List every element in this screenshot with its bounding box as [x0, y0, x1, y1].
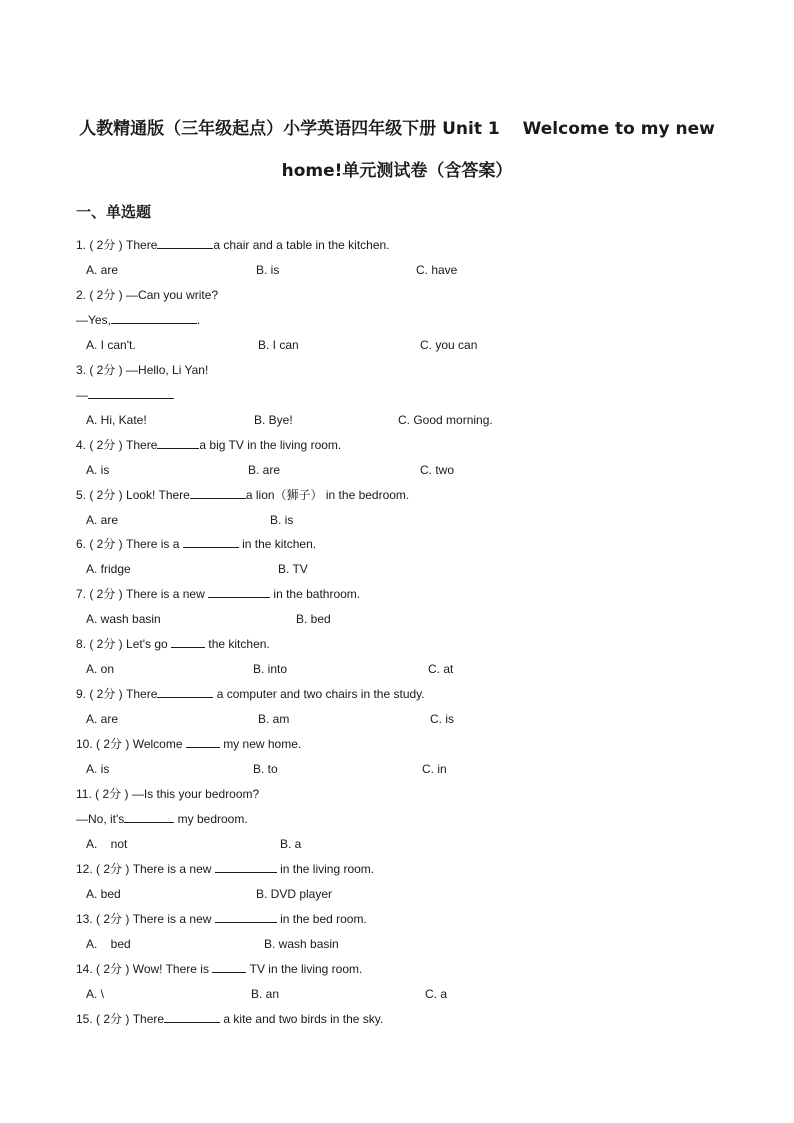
question-text-post: in the bed room. [280, 912, 367, 926]
question-number: 7. ( 2分 ) [76, 587, 123, 601]
question-text-post: in the bathroom. [273, 587, 361, 601]
question-2-response [76, 311, 200, 329]
question-4 [76, 436, 341, 454]
option-a: A. not [86, 837, 128, 851]
question-number: 11. ( 2分 ) [76, 787, 129, 801]
option-b: B. into [253, 662, 288, 676]
question-number: 10. ( 2分 ) [76, 737, 130, 751]
question-number: 15. ( 2分 ) [76, 1012, 130, 1026]
option-b: B. wash basin [264, 937, 339, 951]
option-b: B. are [248, 463, 281, 477]
question-text-pre: There [126, 438, 158, 452]
answer-blank [88, 386, 174, 399]
option-a: A. are [86, 513, 119, 527]
question-14 [76, 960, 362, 978]
option-a: A. are [86, 263, 119, 277]
response-text-post: my bedroom. [177, 812, 248, 826]
question-15 [76, 1010, 383, 1028]
option-a: A. is [86, 762, 110, 776]
option-b: B. to [253, 762, 278, 776]
option-a: A. wash basin [86, 612, 161, 626]
option-b: B. am [258, 712, 290, 726]
question-text-post: a lion（狮子） in the bedroom. [245, 488, 410, 502]
option-b: B. an [251, 987, 280, 1001]
document-title-line-2: home!单元测试卷（含答案） [281, 161, 513, 181]
option-b: B. TV [278, 562, 308, 576]
option-b: B. DVD player [256, 887, 333, 901]
question-10 [76, 735, 301, 753]
question-text-pre: There [126, 687, 158, 701]
question-text-post: a chair and a table in the kitchen. [213, 238, 390, 252]
question-text-pre: There is a new [132, 912, 212, 926]
option-b: B. I can [258, 338, 299, 352]
option-a: A. fridge [86, 562, 131, 576]
option-a: A. \ [86, 987, 105, 1001]
question-text-pre: There [126, 238, 158, 252]
option-c: C. two [420, 463, 455, 477]
option-c: C. Good morning. [398, 413, 493, 427]
answer-blank [212, 960, 246, 973]
question-text-pre: Let's go [126, 637, 168, 651]
question-number: 8. ( 2分 ) [76, 637, 123, 651]
option-a: A. Hi, Kate! [86, 413, 147, 427]
answer-blank [171, 635, 205, 648]
question-text-post: in the kitchen. [238, 537, 317, 551]
answer-blank [208, 585, 270, 598]
answer-blank [186, 735, 220, 748]
document-title-line-1: 人教精通版（三年级起点）小学英语四年级下册 Unit 1 Welcome to my new [79, 119, 715, 139]
response-text-pre: — [76, 388, 88, 402]
option-c: C. have [416, 263, 458, 277]
question-number: 9. ( 2分 ) [76, 687, 123, 701]
question-text-pre: Wow! There is [132, 962, 209, 976]
section-heading: 一、单选题 [76, 203, 152, 221]
question-number: 4. ( 2分 ) [76, 438, 123, 452]
option-c: C. a [425, 987, 448, 1001]
option-b: B. a [280, 837, 302, 851]
question-7 [76, 585, 360, 603]
option-c: C. at [428, 662, 454, 676]
response-text-pre: —No, it's [76, 812, 125, 826]
question-text-pre: There is a [126, 537, 180, 551]
question-text-pre: There [132, 1012, 165, 1026]
question-13 [76, 910, 367, 928]
answer-blank [124, 810, 174, 823]
question-6 [76, 535, 316, 553]
question-9 [76, 685, 425, 703]
question-number: 3. ( 2分 ) [76, 363, 123, 377]
question-number: 6. ( 2分 ) [76, 537, 123, 551]
answer-blank [157, 236, 213, 249]
option-c: C. you can [420, 338, 478, 352]
question-text-pre: —Hello, Li Yan! [126, 363, 209, 377]
response-text-pre: —Yes, [76, 313, 111, 327]
question-text-pre: Welcome [132, 737, 183, 751]
option-b: B. Bye! [254, 413, 293, 427]
option-b: B. is [256, 263, 280, 277]
option-b: B. is [270, 513, 294, 527]
answer-blank [157, 436, 199, 449]
question-number: 14. ( 2分 ) [76, 962, 130, 976]
question-number: 2. ( 2分 ) [76, 288, 123, 302]
option-b: B. bed [296, 612, 331, 626]
question-text-post: the kitchen. [208, 637, 270, 651]
question-5 [76, 486, 409, 504]
question-11 [76, 785, 259, 803]
question-1 [76, 236, 390, 254]
question-2 [76, 286, 218, 304]
question-number: 12. ( 2分 ) [76, 862, 130, 876]
question-11-response [76, 810, 248, 828]
question-text-pre: There is a new [126, 587, 205, 601]
answer-blank [183, 535, 239, 548]
option-a: A. is [86, 463, 110, 477]
question-number: 13. ( 2分 ) [76, 912, 130, 926]
option-c: C. is [430, 712, 454, 726]
question-text-post: TV in the living room. [249, 962, 363, 976]
option-a: A. bed [86, 887, 121, 901]
question-text-pre: —Is this your bedroom? [131, 787, 260, 801]
question-text-post: a kite and two birds in the sky. [220, 1012, 384, 1026]
question-text-pre: There is a new [132, 862, 212, 876]
answer-blank [111, 311, 197, 324]
option-a: A. bed [86, 937, 131, 951]
question-number: 1. ( 2分 ) [76, 238, 123, 252]
option-a: A. are [86, 712, 119, 726]
question-number: 5. ( 2分 ) [76, 488, 123, 502]
option-a: A. I can't. [86, 338, 136, 352]
question-12 [76, 860, 374, 878]
answer-blank [215, 910, 277, 923]
question-3-response [76, 386, 174, 404]
question-text-post: in the living room. [280, 862, 375, 876]
answer-blank [215, 860, 277, 873]
answer-blank [157, 685, 213, 698]
option-c: C. in [422, 762, 447, 776]
response-text-post: . [196, 313, 201, 327]
question-text-post: a big TV in the living room. [199, 438, 342, 452]
question-text-pre: Look! There [126, 488, 190, 502]
answer-blank [164, 1010, 220, 1023]
question-3 [76, 361, 208, 379]
question-text-pre: —Can you write? [126, 288, 219, 302]
question-text-post: a computer and two chairs in the study. [213, 687, 425, 701]
question-text-post: my new home. [223, 737, 302, 751]
option-a: A. on [86, 662, 115, 676]
question-8 [76, 635, 270, 653]
answer-blank [190, 486, 246, 499]
